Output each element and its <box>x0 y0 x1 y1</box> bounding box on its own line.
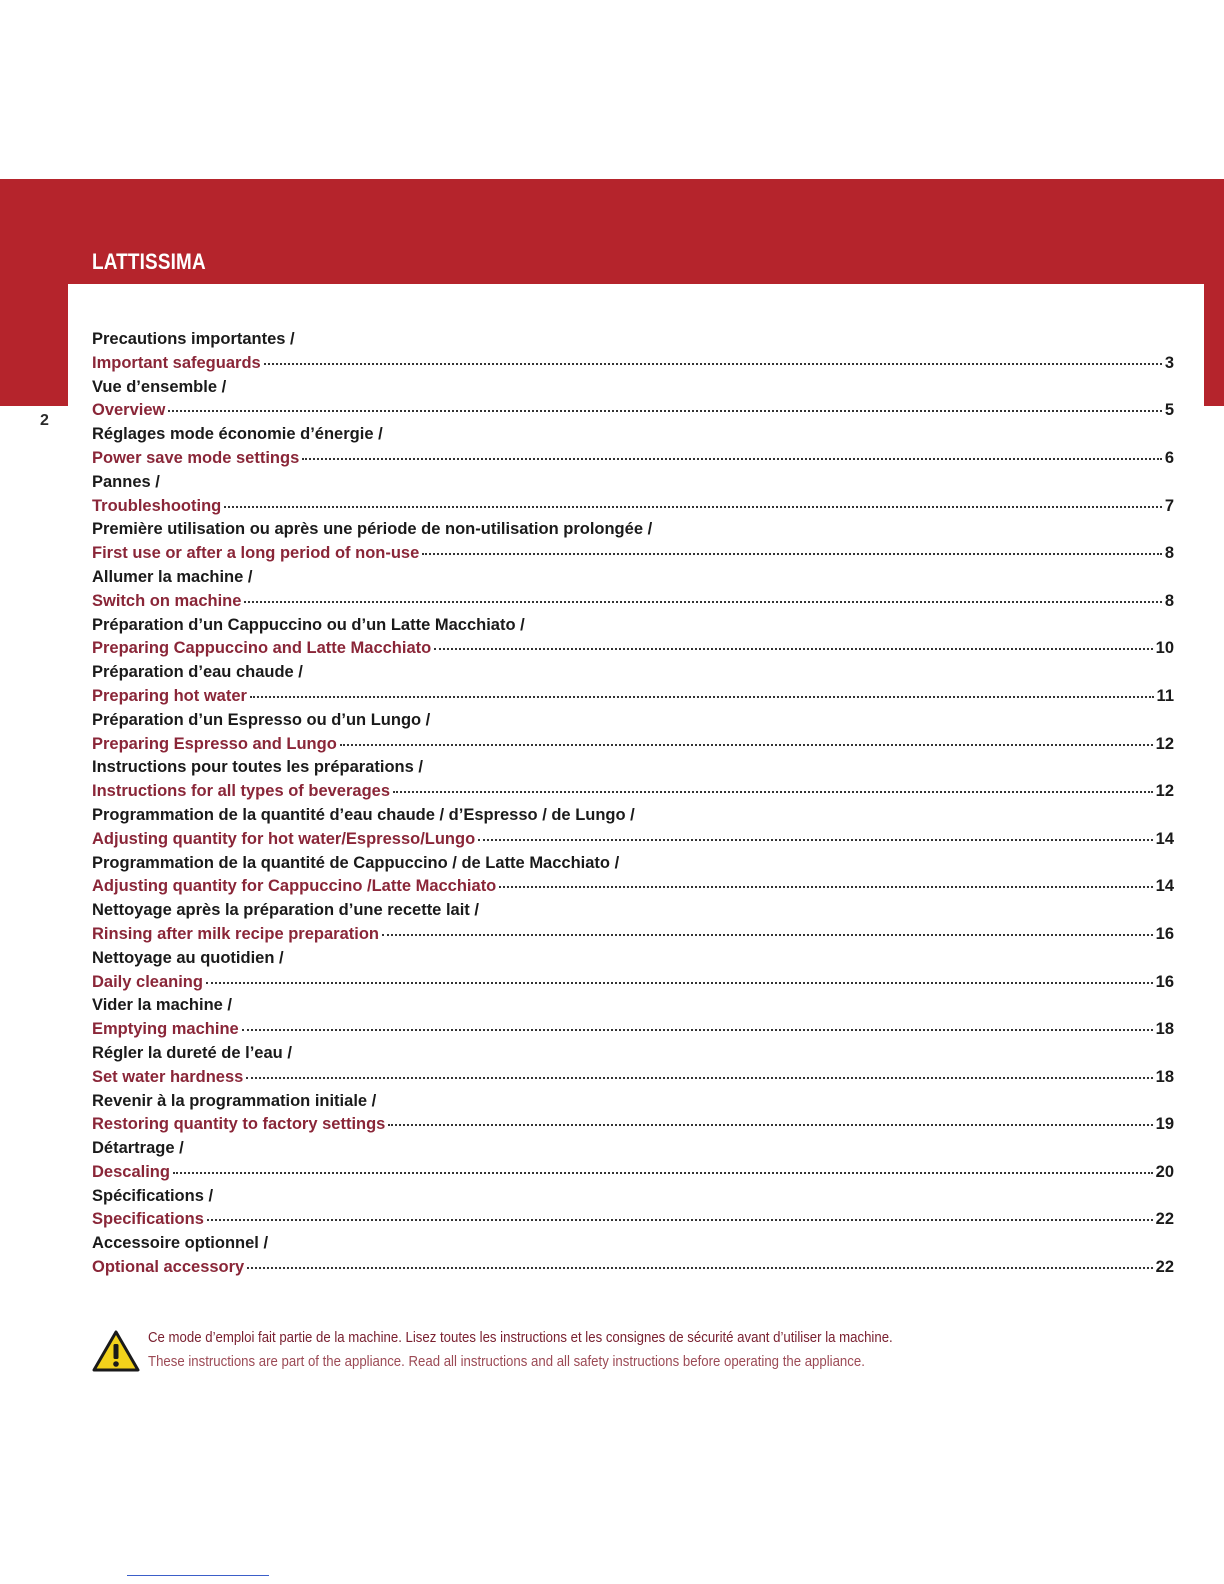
toc-entry-french-title: Préparation d’un Cappuccino ou d’un Latte Macchiato / <box>92 615 525 634</box>
toc-entry-english-title[interactable]: Optional accessory <box>92 1258 245 1277</box>
safety-notice-fr: Ce mode d’emploi fait partie de la machine. Lisez toutes les instructions et les consignes de sécurité avant d’utiliser la machine. <box>148 1329 893 1346</box>
toc-entry-english-link[interactable] <box>92 637 1174 661</box>
toc-entry-english-title[interactable]: Rinsing after milk recipe preparation <box>92 924 379 943</box>
dot-leader <box>242 1029 1153 1031</box>
toc-entry <box>92 756 1174 804</box>
toc-entry <box>92 661 1174 709</box>
toc-entry-english-title[interactable]: Preparing Cappuccino and Latte Macchiato <box>92 639 432 658</box>
toc-entry-english-link[interactable] <box>92 542 1174 566</box>
toc-entry-english-title[interactable]: Restoring quantity to factory settings <box>92 1115 386 1134</box>
toc-entry-english-title[interactable]: Preparing Espresso and Lungo <box>92 734 337 753</box>
dot-leader <box>422 553 1162 555</box>
toc-page-number: 14 <box>1155 877 1174 896</box>
toc-entry <box>92 947 1174 995</box>
toc-entry <box>92 709 1174 757</box>
toc-entry <box>92 1185 1174 1233</box>
toc-entry-french-title: Nettoyage au quotidien / <box>92 948 284 967</box>
toc-entry-french-title: Instructions pour toutes les préparations / <box>92 758 423 777</box>
toc-entry-english-title[interactable]: Descaling <box>92 1162 170 1181</box>
toc-entry-english-link[interactable] <box>92 971 1174 995</box>
toc-entry-english-link[interactable] <box>92 1018 1174 1042</box>
toc-entry-english-title[interactable]: Troubleshooting <box>92 496 222 515</box>
toc-entry-english-link[interactable] <box>92 828 1174 852</box>
toc-entry-french-title: Détartrage / <box>92 1139 184 1158</box>
toc-entry <box>92 1137 1174 1185</box>
dot-leader <box>393 791 1153 793</box>
toc-entry <box>92 423 1174 471</box>
toc-entry-english-link[interactable] <box>92 1066 1174 1090</box>
dot-leader <box>246 1077 1152 1079</box>
dot-leader <box>247 1267 1152 1269</box>
dot-leader <box>340 744 1153 746</box>
dot-leader <box>382 934 1153 936</box>
toc-entry <box>92 518 1174 566</box>
toc-page-number: 5 <box>1164 401 1174 420</box>
toc-entry-english-link[interactable] <box>92 923 1174 947</box>
dot-leader <box>302 458 1162 460</box>
toc-entry-english-title[interactable]: Instructions for all types of beverages <box>92 782 390 801</box>
toc-entry-english-title[interactable]: Specifications <box>92 1210 204 1229</box>
toc-entry-french-title: Accessoire optionnel / <box>92 1234 269 1253</box>
toc-entry <box>92 566 1174 614</box>
toc-entry-french-title: Nettoyage après la préparation d’une recette lait / <box>92 901 479 920</box>
toc-page-number: 16 <box>1155 972 1174 991</box>
toc-entry-french-title: Precautions importantes / <box>92 330 295 348</box>
toc-page-number: 6 <box>1164 448 1174 467</box>
dot-leader <box>207 1219 1153 1221</box>
toc-entry-french-title: Spécifications / <box>92 1186 214 1205</box>
toc-entry-french-title: Pannes / <box>92 472 160 491</box>
page-number: 2 <box>40 412 49 429</box>
toc-entry <box>92 1090 1174 1138</box>
toc-entry <box>92 328 1174 376</box>
toc-entry-english-title[interactable]: Preparing hot water <box>92 686 247 705</box>
toc-entry-english-link[interactable] <box>92 1256 1174 1280</box>
toc-page-number: 22 <box>1155 1210 1174 1229</box>
toc-entry-english-link[interactable] <box>92 780 1174 804</box>
toc-entry <box>92 376 1174 424</box>
dot-leader <box>168 410 1161 412</box>
dot-leader <box>224 506 1162 508</box>
toc-entry <box>92 1232 1174 1280</box>
toc-entry-english-title[interactable]: Power save mode settings <box>92 448 300 467</box>
safety-notice <box>92 1326 992 1374</box>
toc-page-number: 7 <box>1164 496 1174 515</box>
toc-entry-french-title: Régler la dureté de l’eau / <box>92 1043 292 1062</box>
toc-page-number: 14 <box>1155 829 1174 848</box>
toc-entry-english-link[interactable] <box>92 1161 1174 1185</box>
dot-leader <box>499 886 1152 888</box>
toc-entry-english-title[interactable]: Adjusting quantity for Cappuccino /Latte Macchiato <box>92 877 497 896</box>
toc-entry-french-title: Programmation de la quantité d’eau chaude / d’Espresso / de Lungo / <box>92 805 635 824</box>
toc-entry-english-link[interactable] <box>92 1208 1174 1232</box>
toc-entry-french-title: Réglages mode économie d’énergie / <box>92 425 383 444</box>
toc-entry-english-link[interactable] <box>92 590 1174 614</box>
toc-page-number: 8 <box>1164 544 1174 563</box>
toc-entry <box>92 471 1174 519</box>
toc-entry-french-title: Revenir à la programmation initiale / <box>92 1091 377 1110</box>
dot-leader <box>173 1172 1153 1174</box>
table-of-contents <box>92 328 1174 1280</box>
dot-leader <box>478 839 1152 841</box>
toc-page-number: 20 <box>1155 1162 1174 1181</box>
safety-notice-en: These instructions are part of the appliance. Read all instructions and all safety instructions before operating the appliance. <box>148 1353 865 1370</box>
toc-entry-english-link[interactable] <box>92 447 1174 471</box>
toc-entry-french-title: Préparation d’eau chaude / <box>92 663 303 682</box>
toc-entry-french-title: Vue d’ensemble / <box>92 377 227 396</box>
toc-entry <box>92 899 1174 947</box>
dot-leader <box>388 1124 1152 1126</box>
warning-triangle-icon <box>92 1330 140 1372</box>
dot-leader <box>244 601 1161 603</box>
toc-entry-english-link[interactable] <box>92 1113 1174 1137</box>
toc-page-number: 11 <box>1156 686 1174 705</box>
toc-entry <box>92 1042 1174 1090</box>
toc-entry-english-title[interactable]: Daily cleaning <box>92 972 203 991</box>
toc-page-number: 22 <box>1155 1258 1174 1277</box>
toc-entry-english-title[interactable]: Important safeguards <box>92 353 261 372</box>
toc-entry-english-title[interactable]: Emptying machine <box>92 1020 239 1039</box>
toc-entry-french-title: Programmation de la quantité de Cappuccino / de Latte Macchiato / <box>92 853 620 872</box>
toc-entry <box>92 804 1174 852</box>
toc-entry-english-title[interactable]: First use or after a long period of non-use <box>92 544 420 563</box>
dot-leader <box>206 982 1153 984</box>
toc-entry-english-link[interactable] <box>92 733 1174 757</box>
dot-leader <box>264 363 1162 365</box>
toc-entry-french-title: Première utilisation ou après une période de non-utilisation prolongée / <box>92 520 653 539</box>
toc-entry-english-title[interactable]: Set water hardness <box>92 1067 244 1086</box>
brand-title: LATTISSIMA <box>92 249 206 274</box>
toc-page-number: 10 <box>1155 639 1174 658</box>
toc-entry-english-link[interactable] <box>92 875 1174 899</box>
toc-entry-english-link[interactable] <box>92 685 1174 709</box>
toc-page-number: 16 <box>1155 924 1174 943</box>
toc-entry <box>92 614 1174 662</box>
toc-page-number: 18 <box>1155 1067 1174 1086</box>
toc-entry-english-link[interactable] <box>92 399 1174 423</box>
dot-leader <box>250 696 1154 698</box>
toc-entry-english-title[interactable]: Adjusting quantity for hot water/Espresso/Lungo <box>92 829 476 848</box>
toc-entry-french-title: Allumer la machine / <box>92 567 253 586</box>
toc-page-number: 3 <box>1164 353 1174 372</box>
toc-entry-french-title: Préparation d’un Espresso ou d’un Lungo / <box>92 710 431 729</box>
toc-page-number: 18 <box>1155 1020 1174 1039</box>
toc-entry <box>92 994 1174 1042</box>
toc-entry <box>92 852 1174 900</box>
toc-entry-french-title: Vider la machine / <box>92 996 233 1015</box>
toc-page-number: 12 <box>1155 782 1174 801</box>
toc-entry-english-link[interactable] <box>92 495 1174 519</box>
toc-page-number: 8 <box>1164 591 1174 610</box>
toc-entry-english-title[interactable]: Overview <box>92 401 166 420</box>
toc-entry-english-title[interactable]: Switch on machine <box>92 591 242 610</box>
toc-page-number: 12 <box>1155 734 1174 753</box>
footer-link-underline <box>127 1575 269 1576</box>
toc-entry-english-link[interactable] <box>92 352 1174 376</box>
dot-leader <box>434 648 1152 650</box>
toc-page-number: 19 <box>1155 1115 1174 1134</box>
